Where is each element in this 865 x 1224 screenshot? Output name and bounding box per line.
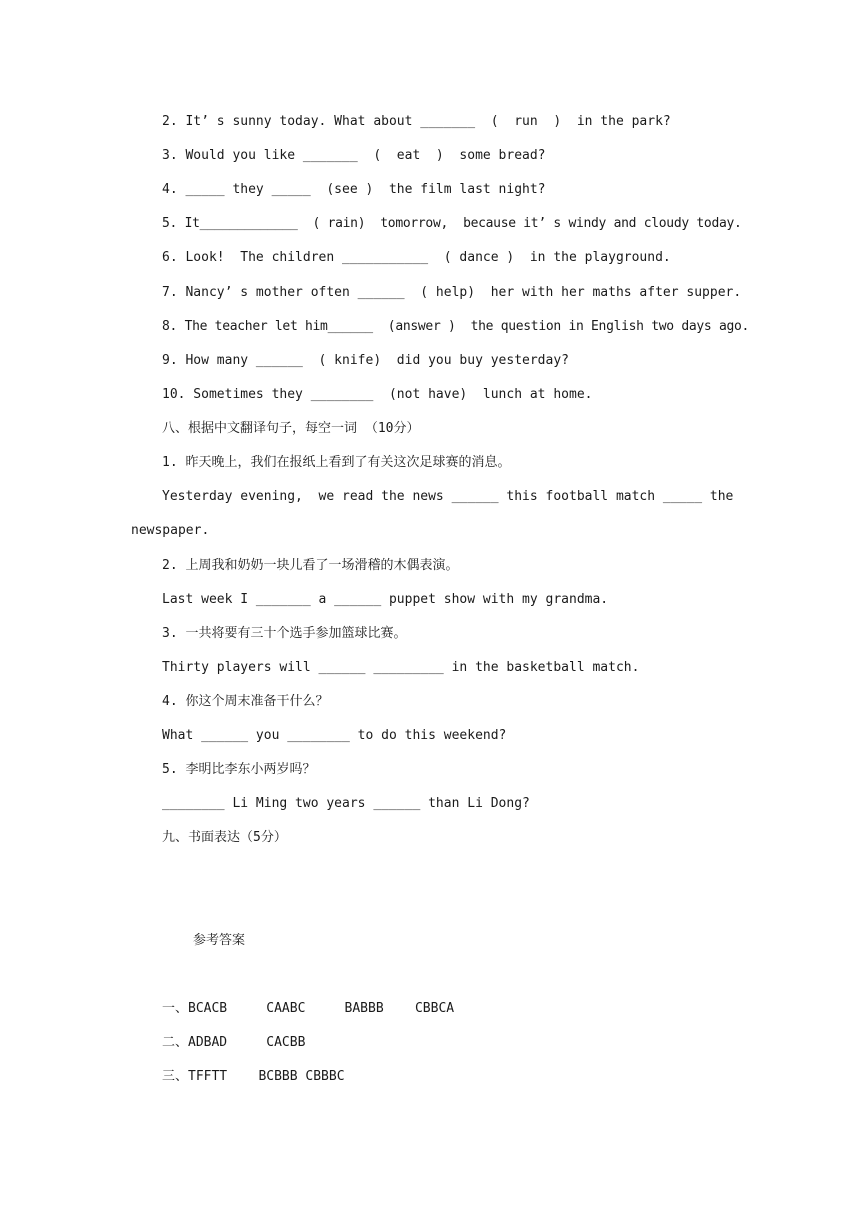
- translation-1-chinese: 1. 昨天晚上，我们在报纸上看到了有关这次足球赛的消息。: [162, 455, 511, 470]
- translation-1-english: Yesterday evening, we read the news ______ this football match _____ the: [162, 489, 734, 504]
- exercise-item-7: 7. Nancy’ s mother often ______ ( help) her with her maths after supper.: [162, 285, 742, 300]
- translation-5-chinese: 5. 李明比李东小两岁吗？: [162, 762, 316, 777]
- exercise-item-2: 2. It’ s sunny today. What about _______ ( run ) in the park?: [162, 114, 671, 129]
- answer-row-2: 二、ADBAD CACBB: [162, 1035, 306, 1050]
- exercise-item-9: 9. How many ______ ( knife) did you buy yesterday?: [162, 353, 569, 368]
- translation-3-english: Thirty players will ______ _________ in the basketball match.: [162, 660, 640, 675]
- section-8-heading: 八、根据中文翻译句子，每空一词 （10分）: [162, 421, 420, 436]
- answer-row-1: 一、BCACB CAABC BABBB CBBCA: [162, 1001, 455, 1016]
- answer-row-3: 三、TFFTT BCBBB CBBBC: [162, 1069, 345, 1084]
- section-9-heading: 九、书面表达（5分）: [162, 830, 287, 845]
- translation-1-english-continued: newspaper.: [131, 523, 210, 538]
- translation-2-chinese: 2. 上周我和奶奶一块儿看了一场滑稽的木偶表演。: [162, 558, 459, 573]
- translation-2-english: Last week I _______ a ______ puppet show with my grandma.: [162, 592, 609, 607]
- translation-4-english: What ______ you ________ to do this weekend?: [162, 728, 507, 743]
- exercise-item-10: 10. Sometimes they ________ (not have) lunch at home.: [162, 387, 593, 402]
- translation-5-english: ________ Li Ming two years ______ than Li Dong?: [162, 796, 530, 811]
- exercise-item-3: 3. Would you like _______ ( eat ) some bread?: [162, 148, 546, 163]
- exercise-item-6: 6. Look! The children ___________ ( dance ) in the playground.: [162, 250, 671, 265]
- translation-3-chinese: 3. 一共将要有三十个选手参加篮球比赛。: [162, 626, 407, 641]
- translation-4-chinese: 4. 你这个周末准备干什么？: [162, 694, 329, 709]
- exercise-item-5: 5. It_____________ ( rain) tomorrow, because it’ s windy and cloudy today.: [162, 216, 742, 231]
- answer-key-title: 参考答案: [193, 933, 246, 948]
- exercise-item-4: 4. _____ they _____ (see ) the film last night?: [162, 182, 546, 197]
- exercise-item-8: 8. The teacher let him______ (answer ) the question in English two days ago.: [162, 319, 750, 334]
